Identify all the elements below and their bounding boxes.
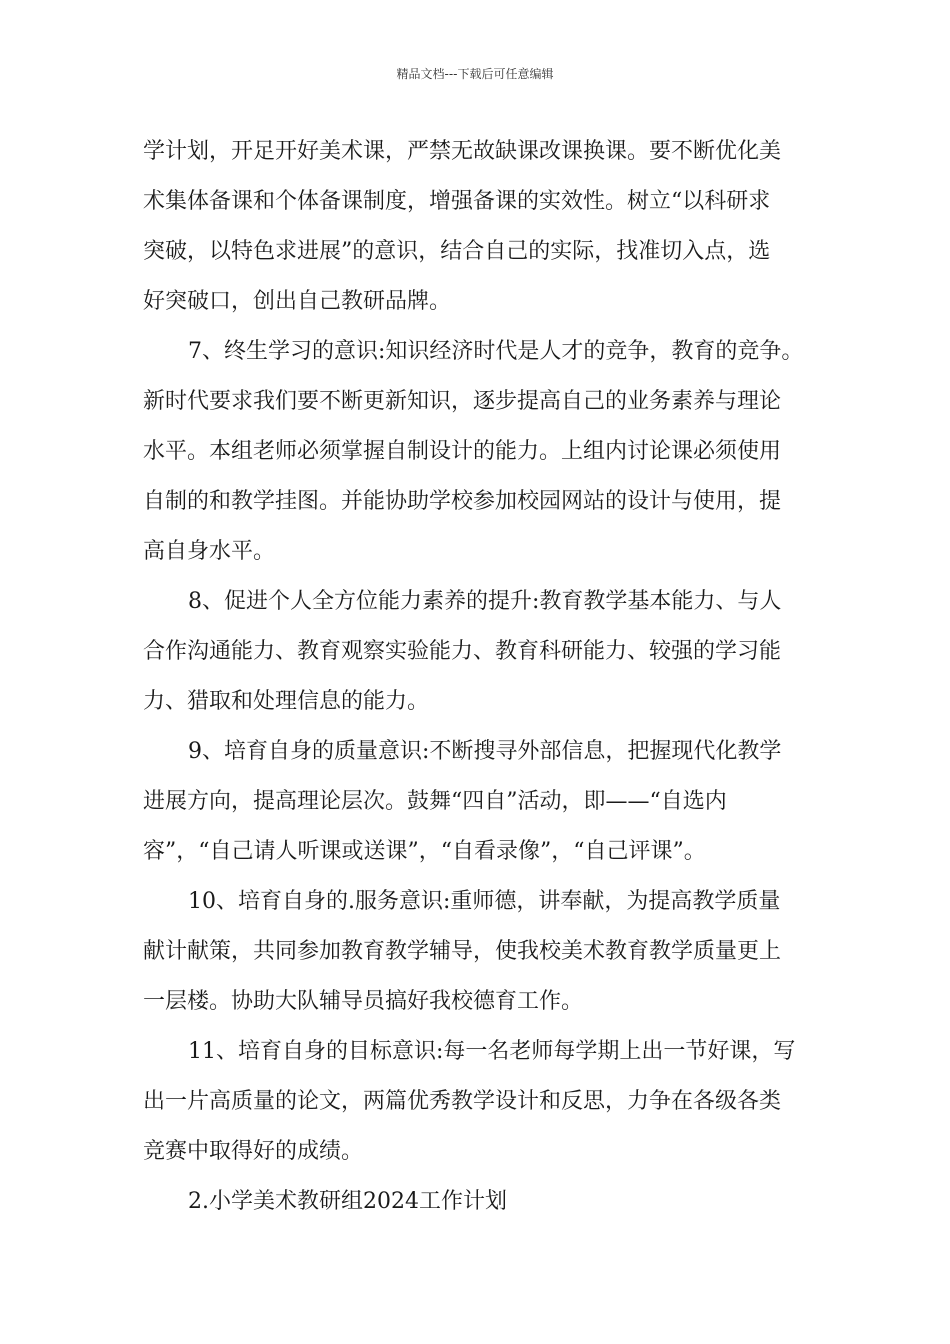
paragraph-8-first-line: 8、促进个人全方位能力素养的提升:教育教学基本能力、与人 (188, 589, 782, 614)
text-line: 水平。本组老师必须掌握自制设计的能力。上组内讨论课必须使用 (143, 439, 782, 464)
document-body (143, 130, 843, 1230)
text-line: 自制的和教学挂图。并能协助学校参加校园网站的设计与使用，提 (143, 489, 782, 514)
text-line: 突破，以特色求进展”的意识，结合自己的实际，找准切入点，选 (143, 239, 771, 264)
text-line: 学计划，开足开好美术课，严禁无故缺课改课换课。要不断优化美 (143, 139, 782, 164)
paragraph-7-first-line: 7、终生学习的意识:知识经济时代是人才的竞争，教育的竞争。 (188, 339, 804, 364)
text-line: 献计献策，共同参加教育教学辅导，使我校美术教育教学质量更上 (143, 939, 782, 964)
text-line: 容”，“自己请人听课或送课”，“自看录像”，“自己评课”。 (143, 839, 706, 864)
text-line: 好突破口，创出自己教研品牌。 (143, 289, 452, 314)
text-line: 术集体备课和个体备课制度，增强备课的实效性。树立“以科研求 (143, 189, 771, 214)
page-header: 精品文档---下载后可任意编辑 (396, 67, 554, 81)
text-line: 一层楼。协助大队辅导员搞好我校德育工作。 (143, 989, 584, 1014)
paragraph-9-first-line: 9、培育自身的质量意识:不断搜寻外部信息，把握现代化教学 (188, 739, 782, 764)
paragraph-11-first-line: 11、培育自身的目标意识:每一名老师每学期上出一节好课，写 (188, 1039, 796, 1064)
text-line: 高自身水平。 (143, 539, 276, 564)
text-line: 力、猎取和处理信息的能力。 (143, 689, 430, 714)
text-line: 进展方向，提高理论层次。鼓舞“四自”活动，即——“自选内 (143, 789, 727, 814)
text-line: 新时代要求我们要不断更新知识，逐步提高自己的业务素养与理论 (143, 389, 782, 414)
paragraph-10-first-line: 10、培育自身的.服务意识:重师德，讲奉献，为提高教学质量 (188, 889, 781, 914)
text-line: 出一片高质量的论文，两篇优秀教学设计和反思，力争在各级各类 (143, 1089, 782, 1114)
text-line: 竞赛中取得好的成绩。 (143, 1139, 364, 1164)
text-line: 合作沟通能力、教育观察实验能力、教育科研能力、较强的学习能 (143, 639, 782, 664)
section-heading: 2.小学美术教研组2024工作计划 (188, 1189, 507, 1214)
